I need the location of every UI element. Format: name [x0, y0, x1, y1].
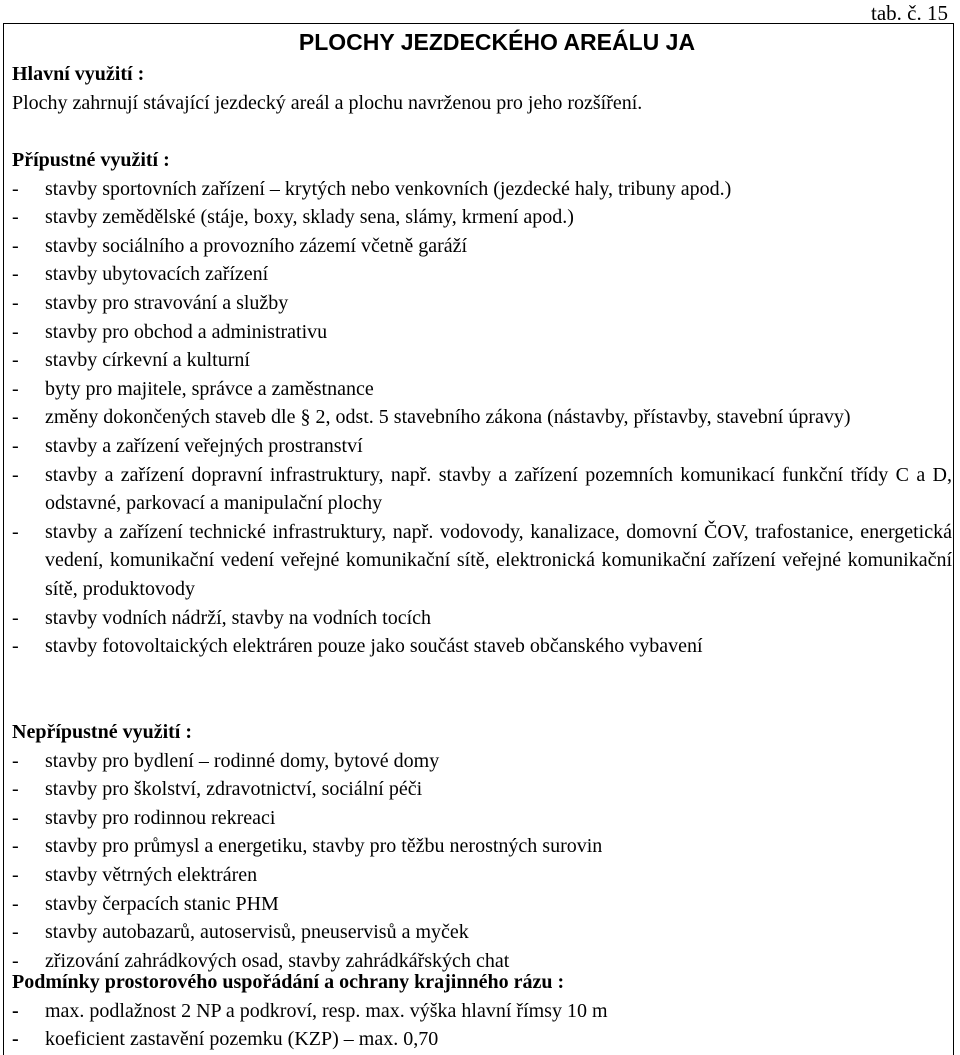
list-item-text: stavby a zařízení technické infrastruktury, např. vodovody, kanalizace, domovní ČOV, trafostanice, energetická vedení, komunikační vedení veřejné komunikační sítě, elektronická komunikační zařízení veřejné komunikační sítě, produktovody	[45, 520, 952, 600]
list-item-text: max. podlažnost 2 NP a podkroví, resp. max. výška hlavní římsy 10 m	[45, 999, 608, 1022]
list-item	[12, 832, 952, 861]
list-item	[12, 861, 952, 890]
list-item	[12, 804, 952, 833]
bullet-dash: -	[12, 778, 19, 801]
list-item-text: stavby autobazarů, autoservisů, pneuservisů a myček	[45, 921, 469, 944]
prohibited-use-heading: Nepřípustné využití :	[12, 721, 192, 743]
bullet-dash: -	[12, 349, 19, 372]
bullet-dash: -	[12, 520, 19, 543]
bullet-dash: -	[12, 749, 19, 772]
list-item-text: stavby pro obchod a administrativu	[45, 320, 328, 343]
list-item-text: stavby fotovoltaických elektráren pouze jako součást staveb občanského vybavení	[45, 635, 703, 658]
bullet-dash: -	[12, 835, 19, 858]
table-frame	[3, 23, 954, 1055]
bullet-dash: -	[12, 1028, 19, 1051]
bullet-dash: -	[12, 434, 19, 457]
bullet-dash: -	[12, 406, 19, 429]
list-item	[12, 632, 952, 661]
conditions-list	[12, 997, 952, 1054]
list-item-text: stavby vodních nádrží, stavby na vodních tocích	[45, 606, 432, 629]
bullet-dash: -	[12, 949, 19, 972]
permitted-use-heading: Přípustné využití :	[12, 149, 170, 171]
list-item-text: stavby sociálního a provozního zázemí včetně garáží	[45, 234, 468, 257]
list-item-text: stavby ubytovacích zařízení	[45, 263, 269, 286]
list-item-text: stavby církevní a kulturní	[45, 349, 250, 372]
list-item-text: stavby pro průmysl a energetiku, stavby pro těžbu nerostných surovin	[45, 835, 603, 858]
list-item	[12, 203, 952, 232]
list-item	[12, 518, 952, 604]
list-item	[12, 346, 952, 375]
list-item-text: stavby a zařízení dopravní infrastruktury, např. stavby a zařízení pozemních komunikací funkční třídy C a D, odstavné, parkovací a manipulační plochy	[45, 463, 952, 515]
prohibited-use-list	[12, 747, 952, 976]
bullet-dash: -	[12, 999, 19, 1022]
list-item-text: stavby sportovních zařízení – krytých nebo venkovních (jezdecké haly, tribuny apod.)	[45, 177, 732, 200]
conditions-section	[12, 968, 952, 1054]
list-item-text: stavby pro stravování a služby	[45, 291, 289, 314]
list-item	[12, 175, 952, 204]
list-item-text: stavby pro rodinnou rekreaci	[45, 806, 276, 829]
main-use-section	[12, 60, 952, 117]
list-item-text: stavby čerpacích stanic PHM	[45, 892, 279, 915]
list-item	[12, 890, 952, 919]
list-item	[12, 260, 952, 289]
bullet-dash: -	[12, 635, 19, 658]
bullet-dash: -	[12, 291, 19, 314]
prohibited-use-section	[12, 718, 952, 975]
bullet-dash: -	[12, 263, 19, 286]
page-title: PLOCHY JEZDECKÉHO AREÁLU JA	[298, 29, 696, 55]
list-item-text: stavby zemědělské (stáje, boxy, sklady sena, slámy, krmení apod.)	[45, 206, 574, 229]
list-item	[12, 375, 952, 404]
bullet-dash: -	[12, 463, 19, 486]
list-item-text: změny dokončených staveb dle § 2, odst. 5 stavebního zákona (nástavby, přístavby, stavební úpravy)	[45, 406, 851, 429]
table-number: tab. č. 15	[871, 1, 948, 25]
permitted-use-list	[12, 175, 952, 661]
list-item	[12, 747, 952, 776]
list-item	[12, 775, 952, 804]
list-item	[12, 289, 952, 318]
list-item	[12, 232, 952, 261]
bullet-dash: -	[12, 234, 19, 257]
permitted-use-section	[12, 146, 952, 661]
bullet-dash: -	[12, 320, 19, 343]
bullet-dash: -	[12, 177, 19, 200]
list-item	[12, 461, 952, 518]
bullet-dash: -	[12, 863, 19, 886]
main-use-heading: Hlavní využití :	[12, 63, 145, 85]
bullet-dash: -	[12, 806, 19, 829]
list-item-text: koeficient zastavění pozemku (KZP) – max. 0,70	[45, 1028, 439, 1051]
list-item	[12, 1025, 952, 1054]
list-item-text: zřizování zahrádkových osad, stavby zahrádkářských chat	[45, 949, 510, 972]
bullet-dash: -	[12, 892, 19, 915]
list-item	[12, 432, 952, 461]
list-item-text: stavby pro školství, zdravotnictví, sociální péči	[45, 778, 423, 801]
bullet-dash: -	[12, 206, 19, 229]
list-item-text: stavby větrných elektráren	[45, 863, 258, 886]
main-use-text: Plochy zahrnují stávající jezdecký areál a plochu navrženou pro jeho rozšíření.	[12, 91, 643, 114]
conditions-heading: Podmínky prostorového uspořádání a ochrany krajinného rázu :	[12, 971, 565, 993]
bullet-dash: -	[12, 606, 19, 629]
list-item	[12, 997, 952, 1026]
list-item	[12, 318, 952, 347]
list-item-text: stavby a zařízení veřejných prostranství	[45, 434, 363, 457]
list-item-text: byty pro majitele, správce a zaměstnance	[45, 377, 374, 400]
list-item	[12, 918, 952, 947]
list-item	[12, 403, 952, 432]
bullet-dash: -	[12, 377, 19, 400]
list-item	[12, 604, 952, 633]
list-item-text: stavby pro bydlení – rodinné domy, bytové domy	[45, 749, 440, 772]
bullet-dash: -	[12, 921, 19, 944]
